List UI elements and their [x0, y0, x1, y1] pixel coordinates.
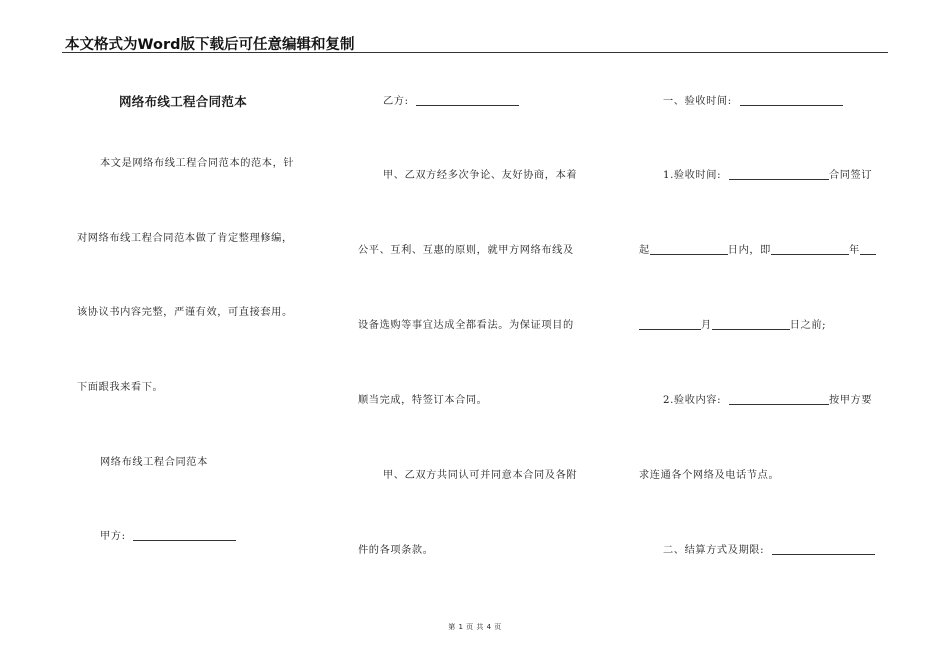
fill-blank	[860, 243, 876, 255]
party-b-line	[383, 92, 519, 107]
item-label: 1.验收时间:	[663, 170, 722, 181]
paragraph-line: 求连通各个网络及电话节点。	[639, 470, 780, 481]
fill-blank	[772, 543, 875, 555]
document-title: 网络布线工程合同范本	[119, 94, 248, 109]
item-text: 按甲方要	[828, 395, 873, 406]
section-heading-acceptance-time	[663, 92, 843, 107]
item-text: 年	[848, 245, 860, 256]
section-label: 一、验收时间:	[663, 96, 732, 107]
item-text: 日之前;	[789, 320, 827, 331]
acceptance-date-line	[639, 241, 876, 256]
party-b-label: 乙方:	[383, 96, 409, 107]
fill-blank	[639, 318, 701, 330]
party-a-line	[100, 527, 236, 542]
paragraph-line: 本文是网络布线工程合同范本的范本，针	[100, 158, 295, 169]
item-text: 日内，即	[727, 245, 771, 256]
acceptance-content-line	[663, 391, 872, 406]
item-label: 2.验收内容:	[663, 395, 722, 406]
fill-blank	[729, 393, 829, 405]
acceptance-deadline-line	[639, 316, 826, 331]
page-number: 第 1 页 共 4 页	[448, 623, 502, 631]
fill-blank	[729, 168, 829, 180]
paragraph-line: 顺当完成，特签订本合同。	[358, 395, 488, 406]
paragraph-line: 下面跟我来看下。	[77, 382, 164, 393]
section-heading-settlement	[663, 541, 875, 556]
item-text: 月	[701, 320, 712, 331]
item-text: 合同签订	[828, 170, 873, 181]
document-banner: 本文格式为Word版下载后可任意编辑和复制	[65, 37, 355, 53]
section-label: 二、结算方式及期限:	[663, 545, 765, 556]
paragraph-line: 件的各项条款。	[358, 545, 434, 556]
fill-blank	[771, 243, 849, 255]
acceptance-time-line	[663, 166, 872, 181]
fill-blank	[650, 243, 728, 255]
paragraph-line: 对网络布线工程合同范本做了肯定整理修编，	[77, 233, 293, 244]
item-text: 起	[639, 245, 650, 256]
header-divider	[62, 52, 888, 53]
party-b-blank	[416, 94, 519, 106]
paragraph-line: 甲、乙双方经多次争论、友好协商，本着	[383, 170, 578, 181]
paragraph-line: 公平、互利、互惠的原则，就甲方网络布线及	[358, 245, 574, 256]
paragraph-line: 该协议书内容完整，严谨有效，可直接套用。	[77, 307, 293, 318]
fill-blank	[712, 318, 790, 330]
party-a-blank	[133, 529, 236, 541]
section-heading: 网络布线工程合同范本	[100, 457, 208, 468]
paragraph-line: 甲、乙双方共同认可并同意本合同及各附	[383, 470, 578, 481]
fill-blank	[740, 94, 843, 106]
party-a-label: 甲方:	[100, 531, 126, 542]
paragraph-line: 设备选购等事宜达成全都看法。为保证项目的	[358, 320, 574, 331]
